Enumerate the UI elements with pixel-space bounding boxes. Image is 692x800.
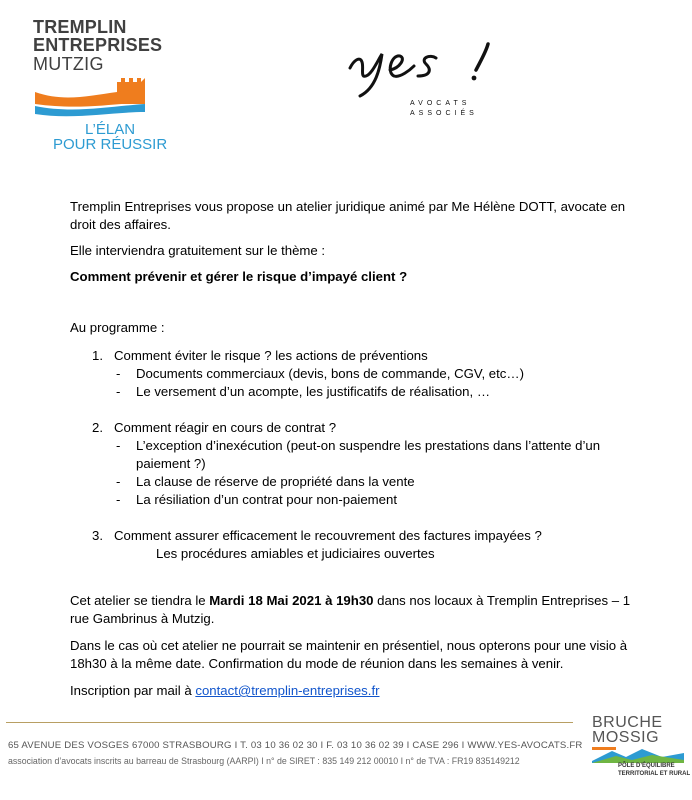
badge-line1: BRUCHE xyxy=(592,714,663,731)
intro-paragraph: Tremplin Entreprises vous propose un atelier juridique animé par Me Hélène DOTT, avocate en droit des affaires. xyxy=(70,199,626,232)
program-item-title: Comment réagir en cours de contrat ? xyxy=(114,420,337,435)
program-list xyxy=(70,347,640,563)
event-date: Mardi 18 Mai 2021 à 19h30 xyxy=(209,593,374,608)
program-item-2 xyxy=(70,419,640,509)
list-item: - Le versement d’un acompte, les justificatifs de réalisation, … xyxy=(116,384,491,399)
logo-subtitle-line1: AVOCATS xyxy=(410,100,471,107)
list-item: - La clause de réserve de propriété dans la vente xyxy=(116,474,415,489)
program-item-title: Comment assurer efficacement le recouvrement des factures impayées ? xyxy=(114,528,542,543)
logo-text-line1: TREMPLIN xyxy=(33,17,127,37)
document-body xyxy=(70,198,640,700)
badge-line2: MOSSIG xyxy=(592,729,660,746)
program-item-number: 2. xyxy=(92,420,103,435)
program-sublist xyxy=(70,437,640,509)
list-item: - La résiliation d’un contrat pour non-paiement xyxy=(116,492,397,507)
signup-paragraph: Inscription par mail à contact@tremplin-entreprises.fr xyxy=(70,683,380,698)
program-item-title: Comment éviter le risque ? les actions de préventions xyxy=(114,348,428,363)
tremplin-emblem-icon xyxy=(33,74,153,122)
contact-email-link[interactable]: contact@tremplin-entreprises.fr xyxy=(195,683,380,698)
footer-divider xyxy=(6,722,573,723)
footer-address: 65 AVENUE DES VOSGES 67000 STRASBOURG I T. 03 10 36 02 30 I F. 03 10 36 02 39 I CASE 296 I WWW.YES-AVOCATS.FR xyxy=(8,740,583,751)
program-label: Au programme : xyxy=(70,320,165,335)
logo-text-line2: ENTREPRISES xyxy=(33,35,163,55)
event-paragraph: Cet atelier se tiendra le Mardi 18 Mai 2021 à 19h30 dans nos locaux à Tremplin Entreprises – 1 rue Gambrinus à Mutzig. xyxy=(70,593,631,626)
tremplin-logo xyxy=(33,17,168,153)
theme-intro: Elle interviendra gratuitement sur le thème : xyxy=(70,243,326,258)
program-item-detail: Les procédures amiables et judiciaires ouvertes xyxy=(156,546,435,561)
program-sublist xyxy=(70,365,640,401)
logo-subtitle-line2: ASSOCIÉS xyxy=(410,110,478,117)
program-item-1 xyxy=(70,347,640,401)
yes-wordmark-icon xyxy=(340,38,530,98)
program-item-number: 1. xyxy=(92,348,103,363)
list-item: - Documents commerciaux (devis, bons de commande, CGV, etc…) xyxy=(116,366,524,381)
logo-text-line3: MUTZIG xyxy=(33,54,104,74)
mountains-icon xyxy=(592,747,684,763)
list-item: - L’exception d’inexécution (peut-on suspendre les prestations dans l’attente d’un paiement ?) xyxy=(116,438,601,471)
theme-title: Comment prévenir et gérer le risque d’impayé client ? xyxy=(70,269,408,284)
program-item-number: 3. xyxy=(92,528,103,543)
yes-avocats-logo xyxy=(340,38,530,138)
badge-caption2: TERRITORIAL ET RURAL xyxy=(618,771,691,777)
bruche-mossig-logo xyxy=(588,714,691,795)
footer-legal: association d’avocats inscrits au barreau de Strasbourg (AARPI) I n° de SIRET : 835 149 212 00010 I n° de TVA : FR19 835149212 xyxy=(8,756,520,766)
fallback-paragraph: Dans le cas où cet atelier ne pourrait se maintenir en présentiel, nous opterons pour une visio à 18h30 à la même date. Confirmation du mode de réunion dans les semaines à venir. xyxy=(70,638,628,671)
logo-slogan-line2: POUR RÉUSSIR xyxy=(53,136,168,153)
badge-caption1: PÔLE D’ÉQUILIBRE xyxy=(618,763,675,769)
program-item-3 xyxy=(70,527,640,563)
logo-slogan-line1: L’ÉLAN xyxy=(85,121,136,138)
